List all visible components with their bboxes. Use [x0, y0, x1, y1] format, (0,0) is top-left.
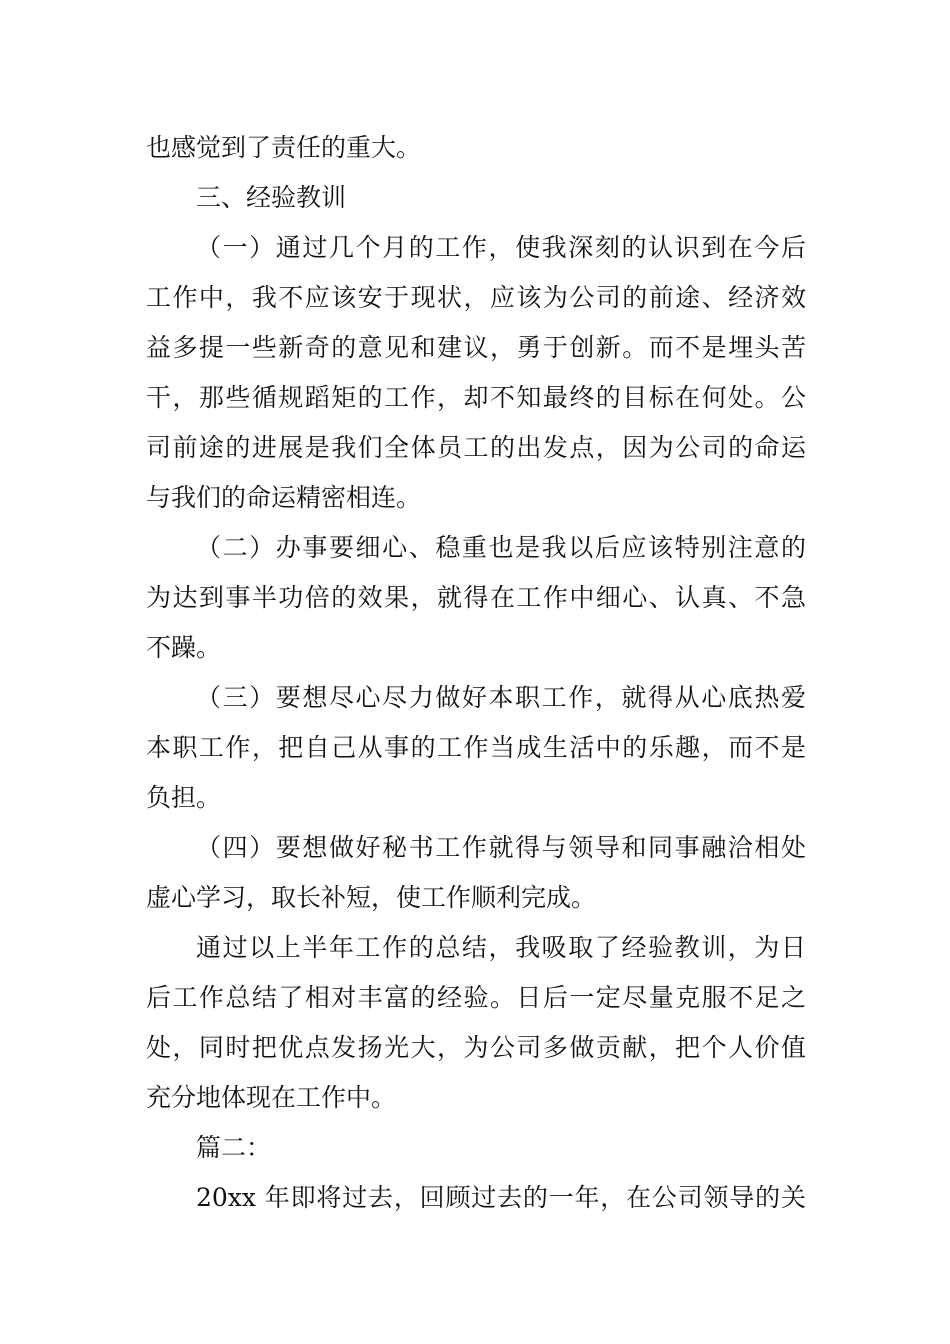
item-one-line-4: 干，那些循规蹈矩的工作，却不知最终的目标在何处。公 [146, 383, 806, 412]
item-one-line-6: 与我们的命运精密相连。 [146, 483, 422, 512]
part-two-line-1: 20xx 年即将过去，回顾过去的一年，在公司领导的关 [196, 1183, 806, 1212]
item-four-line-1: （四）要想做好秘书工作就得与领导和同事融洽相处 [196, 833, 806, 862]
summary-line-3: 处，同时把优点发扬光大，为公司多做贡献，把个人价值 [146, 1033, 806, 1062]
summary-line-2: 后工作总结了相对丰富的经验。日后一定尽量克服不足之 [146, 983, 806, 1012]
section-heading-experience: 三、经验教训 [196, 183, 347, 212]
item-three-line-2: 本职工作，把自己从事的工作当成生活中的乐趣，而不是 [146, 733, 806, 762]
text-line-1: 也感觉到了责任的重大。 [146, 133, 422, 162]
item-two-line-2: 为达到事半功倍的效果，就得在工作中细心、认真、不急 [146, 583, 806, 612]
item-two-line-1: （二）办事要细心、稳重也是我以后应该特别注意的 [196, 533, 806, 562]
part-two-heading: 篇二： [196, 1133, 272, 1162]
item-three-line-1: （三）要想尽心尽力做好本职工作，就得从心底热爱 [196, 683, 806, 712]
item-one-line-3: 益多提一些新奇的意见和建议，勇于创新。而不是埋头苦 [146, 333, 806, 362]
summary-line-1: 通过以上半年工作的总结，我吸取了经验教训，为日 [196, 933, 806, 962]
item-one-line-2: 工作中，我不应该安于现状，应该为公司的前途、经济效 [146, 283, 806, 312]
item-three-line-3: 负担。 [146, 783, 222, 812]
item-one-line-1: （一）通过几个月的工作，使我深刻的认识到在今后 [196, 233, 806, 262]
item-two-line-3: 不躁。 [146, 633, 222, 662]
item-one-line-5: 司前途的进展是我们全体员工的出发点，因为公司的命运 [146, 433, 806, 462]
item-four-line-2: 虚心学习，取长补短，使工作顺利完成。 [146, 883, 597, 912]
summary-line-4: 充分地体现在工作中。 [146, 1083, 397, 1112]
